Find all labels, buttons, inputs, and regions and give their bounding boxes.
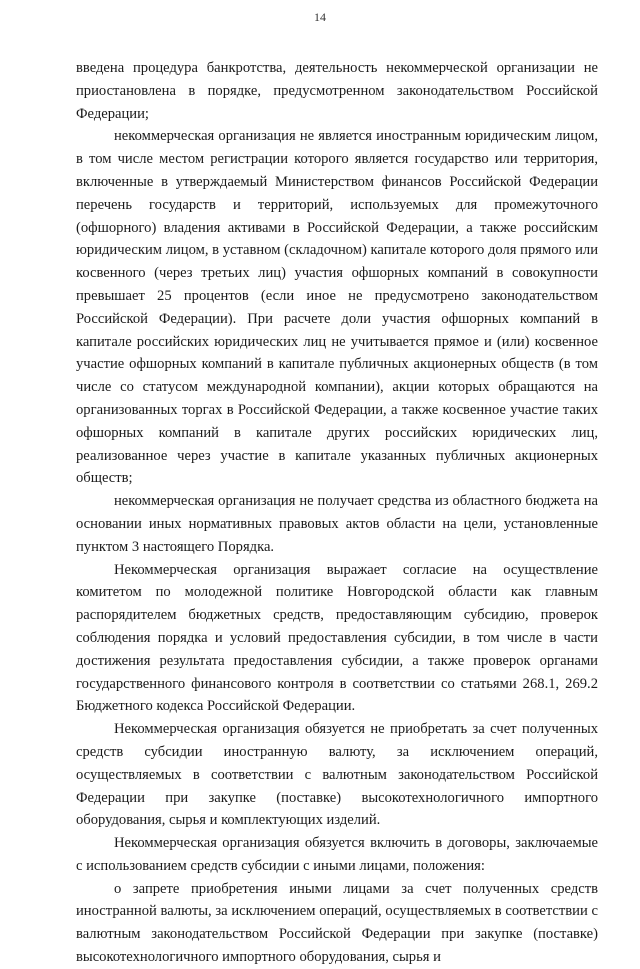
paragraph-prohibition-clause: о запрете приобретения иными лицами за счет полученных средств иностранной валюты, за исключением операций, осуществляемых в соответствии с валютным законодательством Российской Федерации при закупке (поставке) высокотехнологичного импортного оборудования, сырья и [76, 880, 598, 966]
paragraph-foreign-currency-ban: Некоммерческая организация обязуется не приобретать за счет полученных средств субсидии иностранную валюту, за исключением операций, осуществляемых в соответствии с валютным законодательством Российской Федерации при закупке (поставке) высокотехнологичного импортного оборудования, сырья и комплектующих изделий. [76, 721, 598, 829]
paragraph-offshore-condition: некоммерческая организация не является иностранным юридическим лицом, в том числе местом регистрации которого является государство или территория, включенные в утверждаемый Министерством финансов Российской Федерации перечень государств и территорий, используемых для промежуточного (офшорного) владения активами в Российской Федерации, а также российским юридическим лицом, в уставном (складочном) капитале которого доля прямого или косвенного (через третьих лиц) участия офшорных компаний в совокупности превышает 25 процентов (если иное не предусмотрено законодательством Российской Федерации). При расчете доли участия офшорных компаний в капитале российских юридических лиц не учитывается прямое и (или) косвенное участие офшорных компаний в капитале публичных акционерных обществ (в том числе со статусом международной компании), акции которых обращаются на организованных торгах в Российской Федерации, а также косвенное участие таких офшорных компаний в капитале других российских юридических лиц, реализованное через участие в капитале указанных публичных акционерных обществ; [76, 128, 598, 487]
paragraph-bankruptcy-condition: введена процедура банкротства, деятельность некоммерческой организации не приостановлена в порядке, предусмотренном законодательством Российской Федерации; [76, 60, 598, 122]
paragraph-consent-to-audits: Некоммерческая организация выражает согласие на осуществление комитетом по молодежной политике Новгородской области как главным распорядителем бюджетных средств, предоставляющим субсидию, проверок соблюдения порядка и условий предоставления субсидии, в том числе в части достижения результата предоставления субсидии, а также проверок органами государственного финансового контроля в соответствии со статьями 268.1, 269.2 Бюджетного кодекса Российской Федерации. [76, 561, 598, 715]
paragraph-contract-provisions: Некоммерческая организация обязуется включить в договоры, заключаемые с использованием средств субсидии с иными лицами, положения: [76, 835, 598, 874]
paragraph-no-other-funding: некоммерческая организация не получает средства из областного бюджета на основании иных нормативных правовых актов области на цели, установленные пунктом 3 настоящего Порядка. [76, 493, 598, 555]
document-body [76, 57, 598, 969]
page-number: 14 [314, 10, 326, 24]
